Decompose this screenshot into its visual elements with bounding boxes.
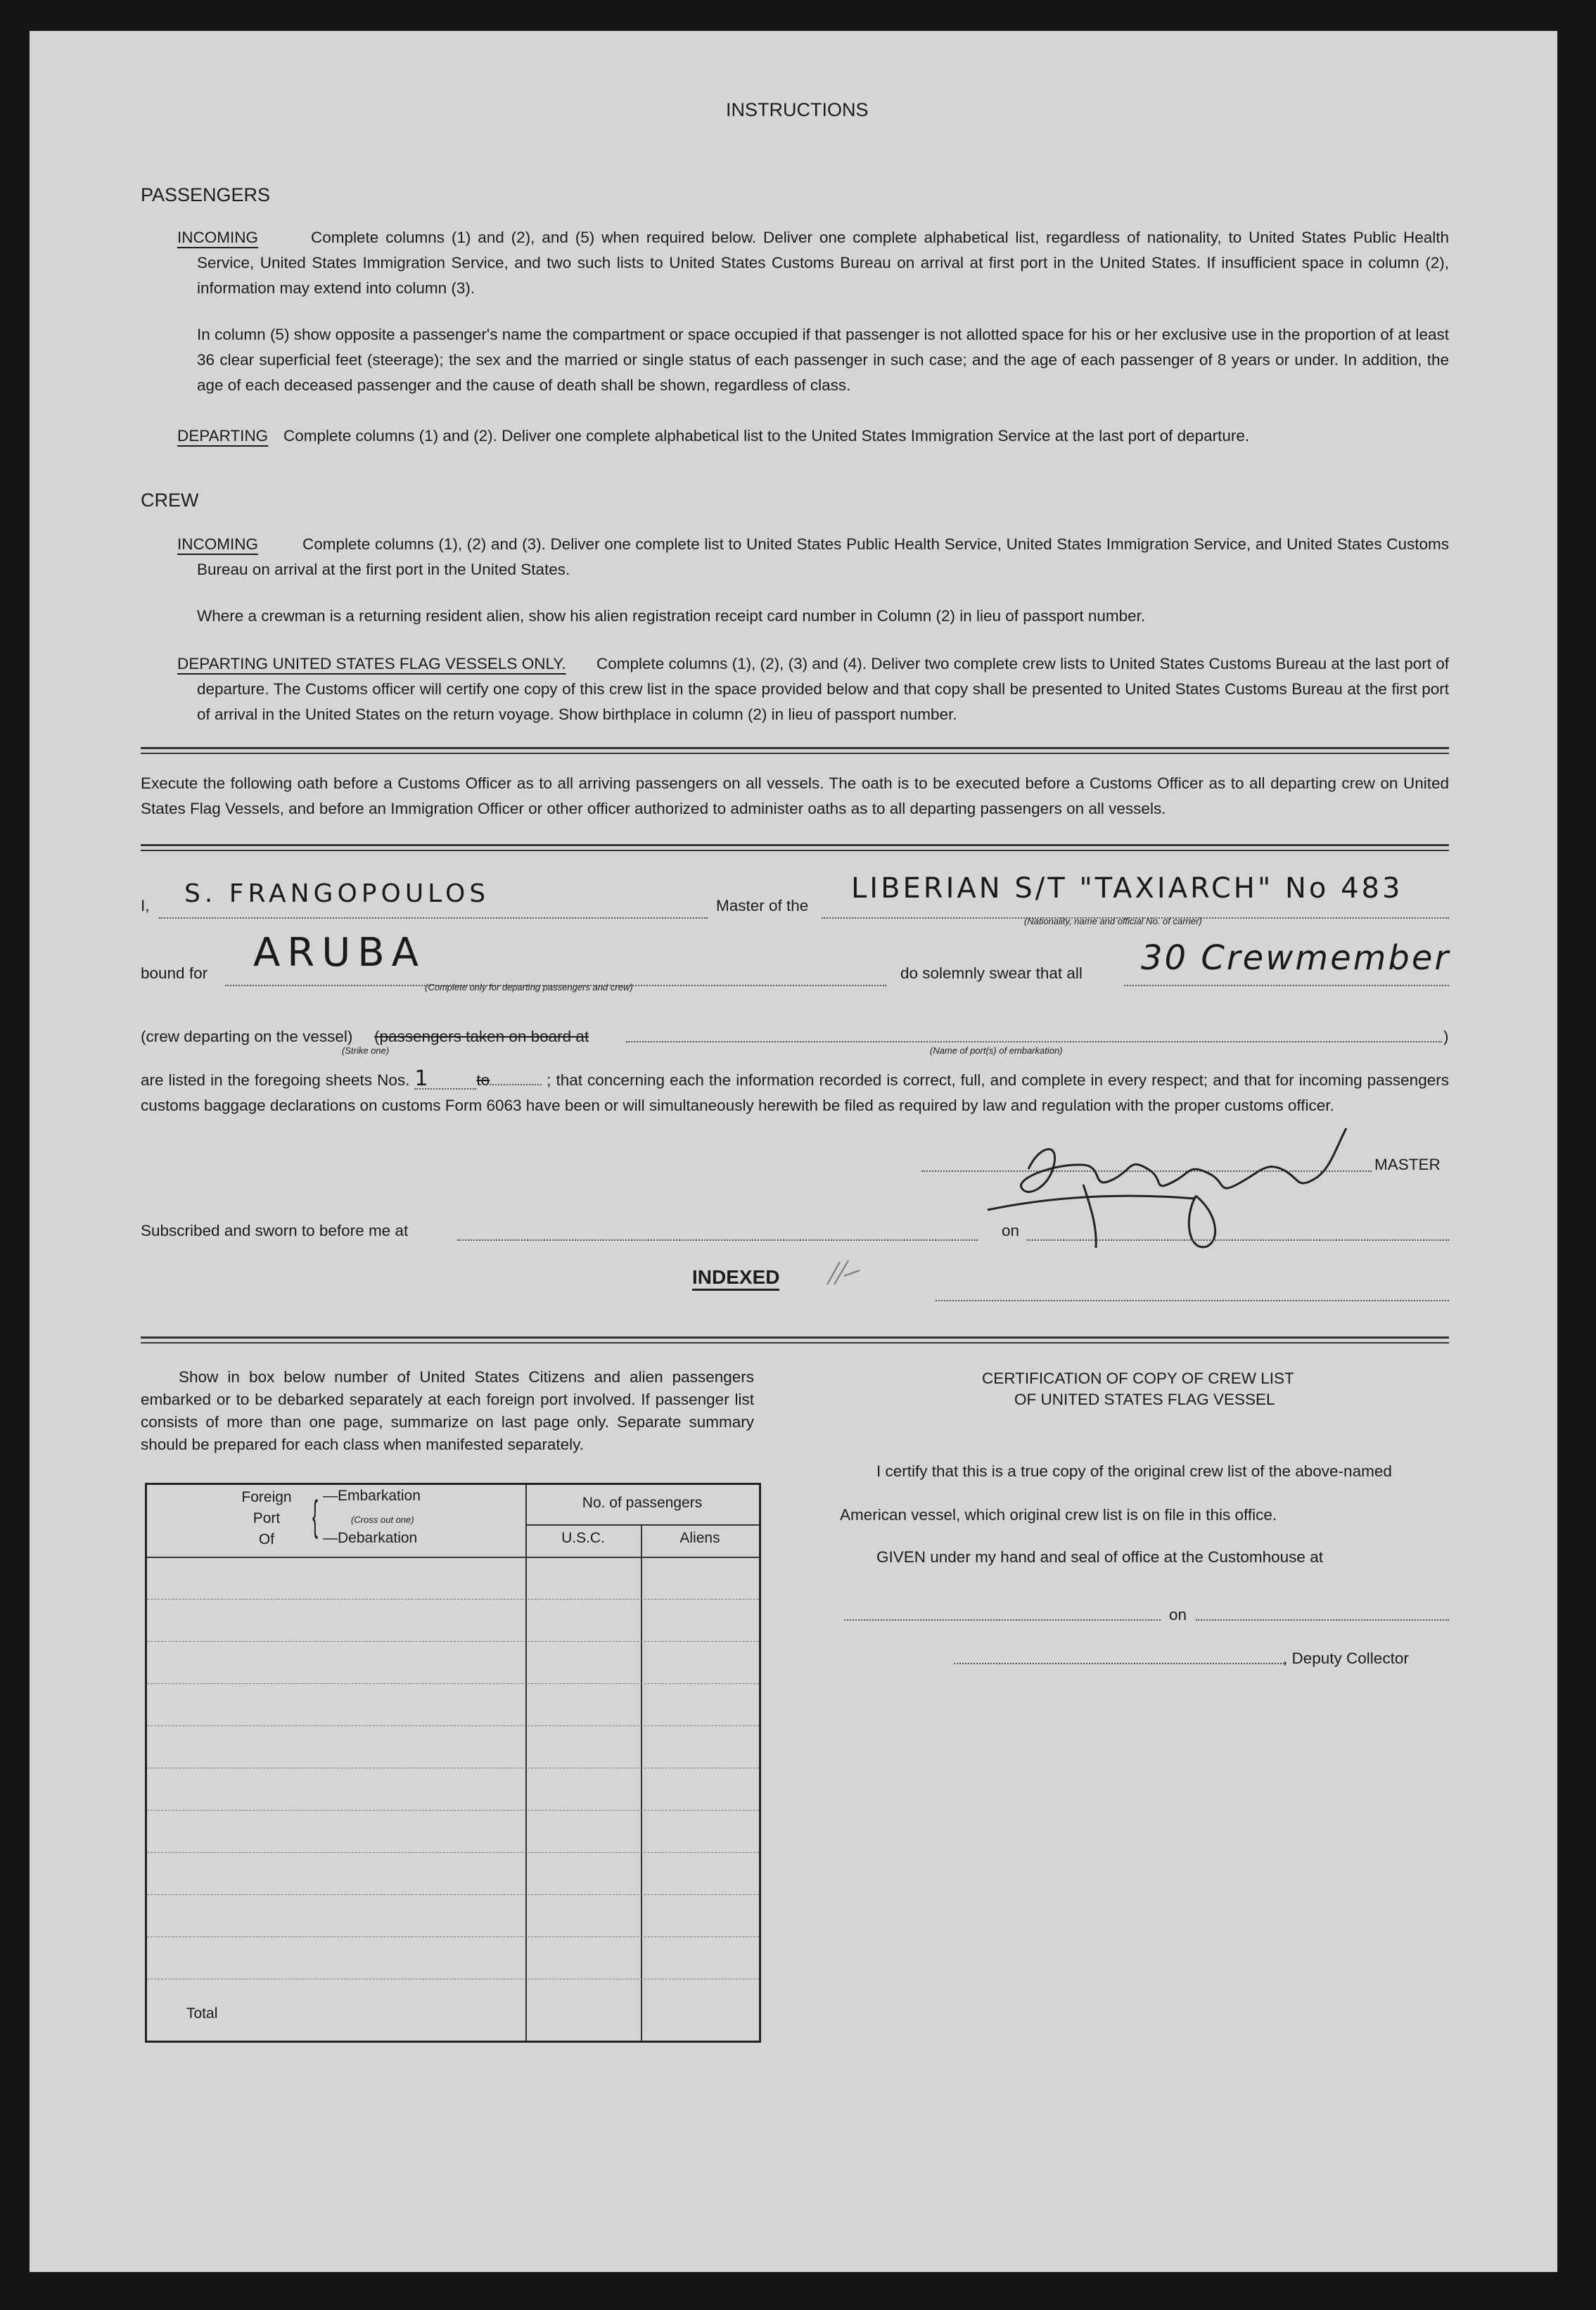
passengers-departing-text: Complete columns (1) and (2). Deliver one complete alphabetical list to the United States Immigration Service at the last port of departure. <box>283 427 1250 445</box>
passengers-incoming-text <box>177 225 1449 301</box>
count-handwritten: 30 Crewmember <box>1141 938 1451 978</box>
header-usc: U.S.C. <box>561 1530 605 1546</box>
passengers-struck-text: (passengers taken on board at <box>374 1028 589 1045</box>
deputy-collector-field[interactable] <box>954 1663 1284 1664</box>
to-label: to <box>476 1071 490 1089</box>
vessel-caption: (Nationality, name and official No. of carrier) <box>1024 916 1202 926</box>
vessel-handwritten: LIBERIAN S/T "TAXIARCH" No 483 <box>851 872 1403 905</box>
customhouse-field[interactable] <box>844 1619 1161 1621</box>
sheets-text: ; that concerning each the information recorded is correct, full, and complete in every respect; and that for incoming passengers customs baggage declarations on customs Form 6063 have been or will simultaneously herewith be filed as required by law and regulation with the proper customs officer. <box>141 1071 1449 1114</box>
header-cross-out: (Cross out one) <box>351 1514 414 1525</box>
sheet-from: 1 <box>414 1070 476 1090</box>
embarkation-port-field[interactable] <box>626 1041 1442 1042</box>
sheet-to <box>490 1084 542 1085</box>
certification-title-2: OF UNITED STATES FLAG VESSEL <box>1014 1391 1275 1408</box>
crew-departing-label: DEPARTING UNITED STATES FLAG VESSELS ONLY. <box>177 655 566 672</box>
table-row <box>147 1810 759 1811</box>
sheets-label: are listed in the foregoing sheets Nos. <box>141 1071 410 1089</box>
sheets-paragraph <box>141 1068 1449 1118</box>
deputy-collector-label: , Deputy Collector <box>1283 1649 1409 1667</box>
passengers-incoming-label: INCOMING <box>177 229 258 246</box>
master-of-label: Master of the <box>716 897 809 914</box>
certification-title-1: CERTIFICATION OF COPY OF CREW LIST <box>982 1370 1294 1387</box>
destination-caption: (Complete only for departing passengers and crew) <box>425 982 633 993</box>
officer-signature-field[interactable] <box>936 1300 1449 1301</box>
certification-on-label: on <box>1169 1606 1187 1623</box>
strike-caption: (Strike one) <box>342 1045 390 1056</box>
bound-for-label: bound for <box>141 964 208 982</box>
table-header-divider <box>525 1524 759 1526</box>
subscribed-place-field[interactable] <box>457 1239 978 1241</box>
header-foreign: Foreign <box>241 1489 292 1505</box>
subscribed-label: Subscribed and sworn to before me at <box>141 1222 409 1239</box>
master-signature <box>985 1114 1393 1255</box>
passengers-incoming-body: Complete columns (1) and (2), and (5) when required below. Deliver one complete alphabetical list, regardless of nationality, to United States Public Health Service, United States Immigration Service, and two such lists to United States Customs Bureau on arrival at first port in the United States. If insufficient space in column (2), information may extend into column (3). <box>197 229 1449 297</box>
swear-label: do solemnly swear that all <box>900 964 1083 982</box>
divider <box>141 844 1449 851</box>
divider <box>141 1336 1449 1344</box>
subscribed-on-label: on <box>1002 1222 1020 1239</box>
table-row <box>147 1852 759 1853</box>
port-caption: (Name of port(s) of embarkation) <box>930 1045 1063 1056</box>
count-field[interactable] <box>1124 985 1449 986</box>
table-row <box>147 1936 759 1937</box>
subscribed-date-field[interactable] <box>1027 1239 1449 1241</box>
certification-date-field[interactable] <box>1196 1619 1449 1621</box>
crew-incoming-text <box>177 532 1449 582</box>
table-column-divider <box>525 1485 527 2041</box>
passengers-column5-text: In column (5) show opposite a passenger's name the compartment or space occupied if that passenger is not allotted space for his or her exclusive use in the proportion of at least 36 clear superficial feet (steerage); the sex and the married or single status of each passenger in such case; and the age of each passenger of 8 years or under. In addition, the age of each deceased passenger and the cause of death shall be shown, regardless of class. <box>197 326 1449 394</box>
header-no-of-passengers: No. of passengers <box>582 1495 703 1511</box>
crew-incoming-body: Complete columns (1), (2) and (3). Deliver one complete list to United States Public Health Service, United States Immigration Service, and United States Customs Bureau on arrival at the first port in the United States. <box>197 535 1449 578</box>
check-mark-icon <box>824 1256 864 1289</box>
certify-line-2: American vessel, which original crew list is on file in this office. <box>840 1506 1277 1524</box>
summary-instructions: Show in box below number of United States Citizens and alien passengers embarked or to be debarked separately at each foreign port involved. If passenger list consists of more than one page, summarize on last page only. Separate summary should be prepared for each class when manifested separately. <box>141 1368 754 1453</box>
page-title: INSTRUCTIONS <box>726 99 869 120</box>
header-debarkation: —Debarkation <box>323 1530 418 1546</box>
master-name-handwritten: S. FRANGOPOULOS <box>184 879 490 908</box>
divider <box>141 747 1449 754</box>
crew-departing-label-line: (crew departing on the vessel) <box>141 1028 353 1045</box>
table-row <box>147 1599 759 1600</box>
header-of: Of <box>258 1531 275 1548</box>
indexed-stamp: INDEXED <box>692 1266 779 1291</box>
certify-line-1: I certify that this is a true copy of the original crew list of the above-named <box>876 1462 1392 1480</box>
header-brace: { <box>312 1492 319 1539</box>
given-line: GIVEN under my hand and seal of office at the Customhouse at <box>876 1548 1323 1566</box>
oath-i-label: I, <box>141 897 150 914</box>
table-column-divider <box>641 1524 642 2041</box>
header-port: Port <box>253 1510 281 1526</box>
crew-incoming-label: INCOMING <box>177 535 258 553</box>
master-name-field[interactable] <box>159 917 708 919</box>
table-row <box>147 1894 759 1895</box>
table-row <box>147 1725 759 1726</box>
close-paren: ) <box>1443 1028 1449 1045</box>
passengers-heading: PASSENGERS <box>141 184 271 205</box>
table-header-divider <box>147 1557 759 1558</box>
table-row <box>147 1683 759 1684</box>
passenger-summary-table <box>145 1483 761 2043</box>
oath-intro: Execute the following oath before a Customs Officer as to all arriving passengers on all vessels. The oath is to be executed before a Customs Officer as to all departing crew on United States Flag Vessels, and before an Immigration Officer or other officer authorized to administer oaths as to all departing passengers on all vessels. <box>141 774 1449 817</box>
crew-heading: CREW <box>141 490 199 511</box>
passengers-departing-label: DEPARTING <box>177 427 269 445</box>
crew-alien-text: Where a crewman is a returning resident alien, show his alien registration receipt card number in Column (2) in lieu of passport number. <box>197 607 1146 625</box>
master-label: MASTER <box>1374 1156 1441 1173</box>
total-label: Total <box>186 2005 218 2022</box>
crew-departing-text <box>177 651 1449 727</box>
destination-handwritten: ARUBA <box>253 930 426 976</box>
header-aliens: Aliens <box>679 1530 720 1546</box>
header-embarkation: —Embarkation <box>323 1488 421 1504</box>
table-row <box>147 1641 759 1642</box>
crew-departing-body: Complete columns (1), (2), (3) and (4). Deliver two complete crew lists to United States Customs Bureau at the last port of departure. The Customs officer will certify one copy of this crew list in the space provided below and that copy shall be presented to United States Customs Bureau at the first port of arrival in the United States on the return voyage. Show birthplace in column (2) in lieu of passport number. <box>197 655 1449 723</box>
